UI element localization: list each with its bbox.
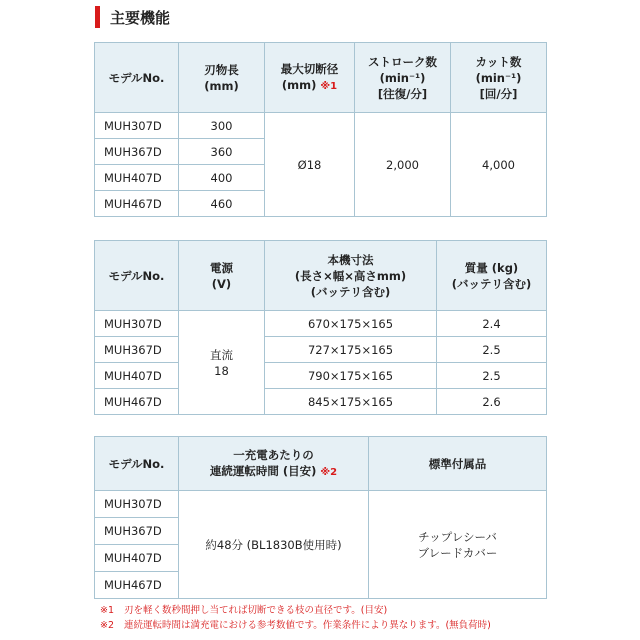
header-mass: 質量 (kg) (バッテリ含む) <box>437 241 547 311</box>
model-cell: MUH367D <box>95 518 179 545</box>
runtime-cell: 約48分 (BL1830B使用時) <box>179 491 369 599</box>
title-accent-bar <box>95 6 100 28</box>
spec-table-dimensions <box>94 240 547 415</box>
blade-cell: 300 <box>179 113 265 139</box>
header-max-cut: 最大切断径 (mm) ※1 <box>265 43 355 113</box>
header-runtime: 一充電あたりの 連続運転時間 (目安) ※2 <box>179 437 369 491</box>
footnote-1: ※1 刃を軽く数秒間押し当てれば切断できる枝の直径です。(目安) <box>100 605 388 616</box>
header-model: モデルNo. <box>95 43 179 113</box>
dims-cell: 845×175×165 <box>265 389 437 415</box>
mass-cell: 2.5 <box>437 363 547 389</box>
table-header-row <box>95 437 547 491</box>
model-cell: MUH467D <box>95 389 179 415</box>
blade-cell: 360 <box>179 139 265 165</box>
max-cut-cell: Ø18 <box>265 113 355 217</box>
accessories-cell: チップレシーバ ブレードカバー <box>369 491 547 599</box>
table-row <box>95 311 547 337</box>
footnote-2: ※2 連続運転時間は満充電における参考数値です。作業条件により異なります。(無負荷時) <box>100 620 491 631</box>
model-cell: MUH367D <box>95 139 179 165</box>
mass-cell: 2.5 <box>437 337 547 363</box>
header-power: 電源 (V) <box>179 241 265 311</box>
footnote-ref: ※2 <box>320 466 338 478</box>
table-row <box>95 491 547 518</box>
cut-rate-cell: 4,000 <box>451 113 547 217</box>
header-stroke: ストローク数 (min⁻¹) [往復/分] <box>355 43 451 113</box>
dims-cell: 790×175×165 <box>265 363 437 389</box>
spec-table-cutting <box>94 42 547 217</box>
header-model: モデルNo. <box>95 241 179 311</box>
mass-cell: 2.4 <box>437 311 547 337</box>
model-cell: MUH407D <box>95 545 179 572</box>
table-row <box>95 389 547 415</box>
stroke-cell: 2,000 <box>355 113 451 217</box>
model-cell: MUH307D <box>95 311 179 337</box>
model-cell: MUH467D <box>95 572 179 599</box>
header-cut-rate: カット数 (min⁻¹) [回/分] <box>451 43 547 113</box>
model-cell: MUH307D <box>95 113 179 139</box>
model-cell: MUH467D <box>95 191 179 217</box>
dims-cell: 670×175×165 <box>265 311 437 337</box>
header-accessories: 標準付属品 <box>369 437 547 491</box>
footnote-ref: ※1 <box>320 80 338 92</box>
footnotes <box>100 603 491 633</box>
section-title-text: 主要機能 <box>110 8 171 27</box>
model-cell: MUH307D <box>95 491 179 518</box>
model-cell: MUH407D <box>95 363 179 389</box>
blade-cell: 400 <box>179 165 265 191</box>
header-dimensions: 本機寸法 (長さ×幅×高さmm) (バッテリ含む) <box>265 241 437 311</box>
mass-cell: 2.6 <box>437 389 547 415</box>
section-title <box>95 6 170 28</box>
model-cell: MUH367D <box>95 337 179 363</box>
model-cell: MUH407D <box>95 165 179 191</box>
table-header-row <box>95 241 547 311</box>
header-model: モデルNo. <box>95 437 179 491</box>
spec-table-runtime <box>94 436 547 599</box>
table-header-row <box>95 43 547 113</box>
power-cell: 直流 18 <box>179 311 265 415</box>
blade-cell: 460 <box>179 191 265 217</box>
table-row <box>95 337 547 363</box>
table-row <box>95 363 547 389</box>
header-blade-length: 刃物長 (mm) <box>179 43 265 113</box>
table-row <box>95 113 547 139</box>
dims-cell: 727×175×165 <box>265 337 437 363</box>
